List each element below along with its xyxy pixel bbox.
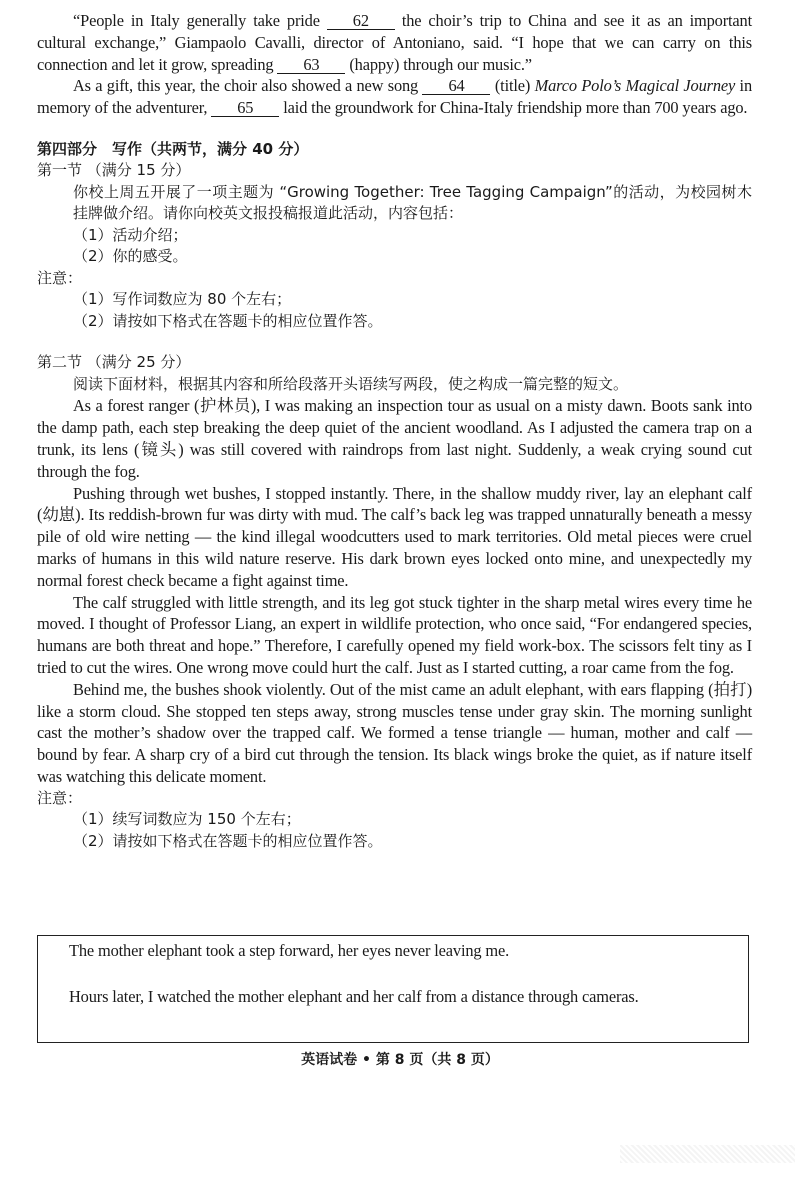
exam-page: [37, 10, 752, 852]
blank-63: 63: [277, 56, 345, 74]
answer-opening-2: Hours later, I watched the mother elephant and her calf from a distance through cameras.: [69, 987, 639, 1006]
section1-notes-label: 注意：: [37, 268, 83, 287]
section1-note-1: （1）写作词数应为 80 个左右；: [73, 290, 292, 309]
section2-instruction: 阅读下面材料，根据其内容和所给段落开头语续写两段，使之构成一篇完整的短文。: [73, 374, 629, 393]
section2-note-1: （1）续写词数应为 150 个左右；: [73, 810, 301, 829]
section2-note-2: （2）请按如下格式在答题卡的相应位置作答。: [73, 831, 383, 850]
section1-heading: 第一节 （满分 15 分）: [37, 161, 191, 180]
story-paragraph-3: The calf struggled with little strength, and its leg got stuck tighter in the sharp metal wires every time he moved. I thought of Professor Liang, an expert in wildlife protection, who once said, “For endangered species, humans are both threat and hope.” Therefore, I carefully opened my field work-box. The scissors felt tiny as I tried to cut the wires. One wrong move could hurt the calf. Just as I started cutting, a roar came from the fog.: [37, 592, 752, 678]
part4-heading: 第四部分 写作（共两节，满分 40 分）: [37, 139, 309, 158]
story-paragraph-4: Behind me, the bushes shook violently. Out of the mist came an adult elephant, with ears flapping (拍打) like a storm cloud. She stopped ten steps away, strong muscles tense under gray skin. The morning sunlight cast the mother’s shadow over the trapped calf. We formed a tense triangle — human, mother and calf — bound by fear. A sharp cry of a bird cut through the tension. Its black wings broke the quiet, as if nature itself was watching this delicate moment.: [37, 679, 752, 787]
passage-paragraph-2: As a gift, this year, the choir also showed a new song 64 (title) Marco Polo’s Magical Journey in memory of the adventurer, 65 laid the groundwork for China-Italy friendship more than 700 years ago.: [37, 76, 752, 118]
section2-heading: 第二节 （满分 25 分）: [37, 353, 191, 372]
answer-opening-1: The mother elephant took a step forward, her eyes never leaving me.: [69, 941, 510, 960]
blank-65: 65: [211, 99, 279, 117]
passage-paragraph-1: “People in Italy generally take pride 62 the choir’s trip to China and see it as an important cultural exchange,” Giampaolo Cavalli, director of Antoniano, said. “I hope that we can carry on this connection and let it grow, spreading 63 (happy) through our music.”: [37, 11, 752, 74]
section1-item-1: （1）活动介绍；: [73, 225, 188, 244]
page-footer: 英语试卷 • 第 8 页（共 8 页）: [301, 1052, 499, 1068]
section1-item-2: （2）你的感受。: [73, 247, 188, 266]
story-paragraph-2: Pushing through wet bushes, I stopped instantly. There, in the shallow muddy river, lay an elephant calf (幼崽). Its reddish-brown fur was dirty with mud. The calf’s back leg was trapped unnaturally beneath a messy pile of old wire netting — the kind illegal woodcutters used to mark territories. Old metal pieces were cruel marks of humans in this wild nature reserve. His dark brown eyes locked onto mine, and unexpectedly my normal forest check became a fight against time.: [37, 483, 752, 590]
story-paragraph-1: As a forest ranger (护林员), I was making an inspection tour as usual on a misty dawn. Boots sank into the damp path, each step breaking the deep quiet of the ancient woodland. As I adjusted the camera trap on a trunk, its lens (镜头) was still covered with raindrops from last night. Suddenly, a weak crying sound cut through the fog.: [37, 396, 752, 481]
blank-64: 64: [422, 77, 490, 95]
watermark: [620, 1145, 795, 1163]
section1-note-2: （2）请按如下格式在答题卡的相应位置作答。: [73, 311, 383, 330]
blank-62: 62: [327, 12, 395, 30]
answer-format-box: [37, 935, 749, 1043]
section2-notes-label: 注意：: [37, 788, 83, 807]
section1-prompt: 你校上周五开展了一项主题为 “Growing Together: Tree Tagging Campaign”的活动，为校园树木挂牌做介绍。请你向校英文报投稿报道此活动，内容包括：: [73, 182, 752, 223]
song-title: Marco Polo’s Magical Journey: [534, 76, 736, 96]
